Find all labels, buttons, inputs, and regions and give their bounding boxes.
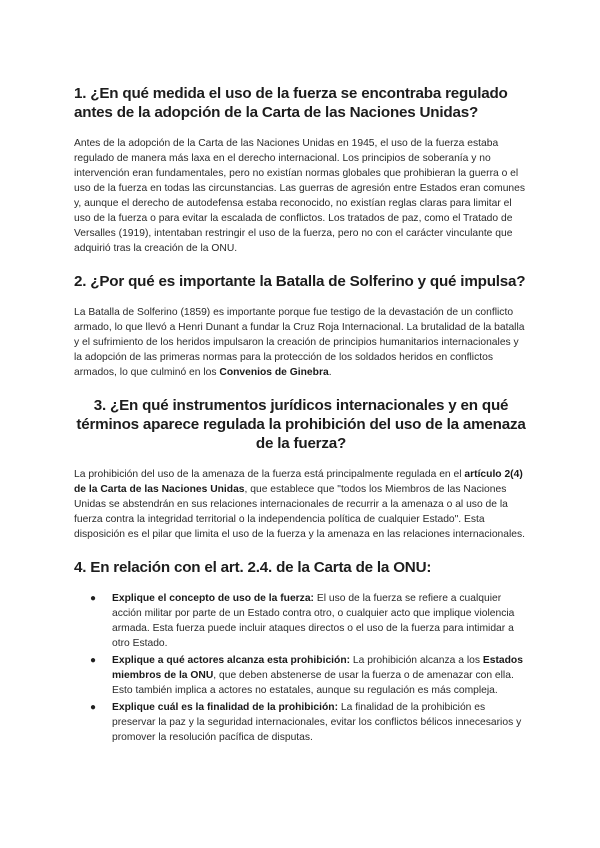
question-2-text-end: . bbox=[328, 367, 332, 378]
list-item-label: Explique cuál es la finalidad de la prohibición: bbox=[112, 702, 339, 713]
list-item-text-end: , que deben abstenerse de usar la fuerza o de amenazar con ella. Esto también implica a actores no estatales, aunque su regulación es más compleja. bbox=[112, 670, 514, 696]
question-1-answer: Antes de la adopción de la Carta de las Naciones Unidas en 1945, el uso de la fuerza estaba regulado de manera más laxa en el derecho internacional. Los principios de soberanía y no intervención eran fundamentales, pero no existían normas globales que prohibieran la guerra o el uso de la fuerza en todas las circunstancias. Las guerras de agresión entre Estados eran comunes y, aunque el derecho de autodefensa estaba reconocido, no existían reglas claras para limitar el uso de la fuerza o para evitar la escalada de conflictos. Los tratados de paz, como el Tratado de Versalles (1919), intentaban restringir el uso de la fuerza, pero no con el carácter vinculante que adquirió tras la creación de la ONU. bbox=[74, 138, 526, 254]
question-4-heading: 4. En relación con el art. 2.4. de la Carta de la ONU: bbox=[74, 559, 432, 576]
list-item-text: El uso de la fuerza se refiere a cualquier acción militar por parte de un Estado contra otro, o cualquier acto que implique violencia armada. Esta fuerza puede incluir ataques directos o el uso de la fuerza para intimidar a otro Estado. bbox=[112, 593, 515, 649]
bullet-icon: ● bbox=[90, 593, 97, 604]
list-item-bold: Estados miembros de la ONU bbox=[112, 655, 523, 681]
list-item-text: La prohibición alcanza a los bbox=[350, 655, 483, 666]
question-3-answer bbox=[74, 467, 528, 542]
question-3-text: La prohibición del uso de la amenaza de la fuerza está principalmente regulada en el bbox=[74, 469, 465, 480]
question-1-heading: 1. ¿En qué medida el uso de la fuerza se encontraba regulado antes de la adopción de la Carta de las Naciones Unidas? bbox=[74, 85, 508, 121]
list-item-label: Explique a qué actores alcanza esta prohibición: bbox=[112, 655, 351, 666]
question-2-answer bbox=[74, 305, 528, 380]
articulo-bold: artículo 2(4) de la Carta de las Naciones Unidas bbox=[74, 469, 523, 495]
list-item-label: Explique el concepto de uso de la fuerza: bbox=[112, 593, 314, 604]
list-item bbox=[90, 591, 528, 651]
bullet-icon: ● bbox=[90, 655, 97, 666]
question-3-heading: 3. ¿En qué instrumentos jurídicos internacionales y en qué términos aparece regulada la prohibición del uso de la amenaza de la fuerza? bbox=[76, 397, 526, 452]
question-4-list bbox=[74, 591, 528, 745]
bullet-icon: ● bbox=[90, 702, 97, 713]
question-2-heading: 2. ¿Por qué es importante la Batalla de Solferino y qué impulsa? bbox=[74, 273, 526, 290]
list-item-text: La finalidad de la prohibición es preservar la paz y la seguridad internacionales, evitar los conflictos bélicos innecesarios y promover la resolución pacífica de disputas. bbox=[112, 702, 522, 743]
list-item bbox=[90, 700, 528, 745]
question-2-text: La Batalla de Solferino (1859) es importante porque fue testigo de la devastación de un conflicto armado, lo que llevó a Henri Dunant a fundar la Cruz Roja Internacional. La brutalidad de la batalla y el sufrimiento de los heridos impulsaron la creación de principios humanitarios internacionales y la adopción de las primeras normas para la protección de los soldados heridos en conflictos armados, lo que culminó en los bbox=[74, 307, 525, 378]
list-item bbox=[90, 653, 528, 698]
question-3-text-end: , que establece que "todos los Miembros de las Naciones Unidas se abstendrán en sus relaciones internacionales de recurrir a la amenaza o al uso de la fuerza contra la integridad territorial o la independencia política de cualquier Estado". Esta disposición es el pilar que limita el uso de la fuerza y la amenaza en las relaciones internacionales. bbox=[74, 484, 526, 540]
convenios-ginebra-bold: Convenios de Ginebra bbox=[219, 367, 329, 378]
